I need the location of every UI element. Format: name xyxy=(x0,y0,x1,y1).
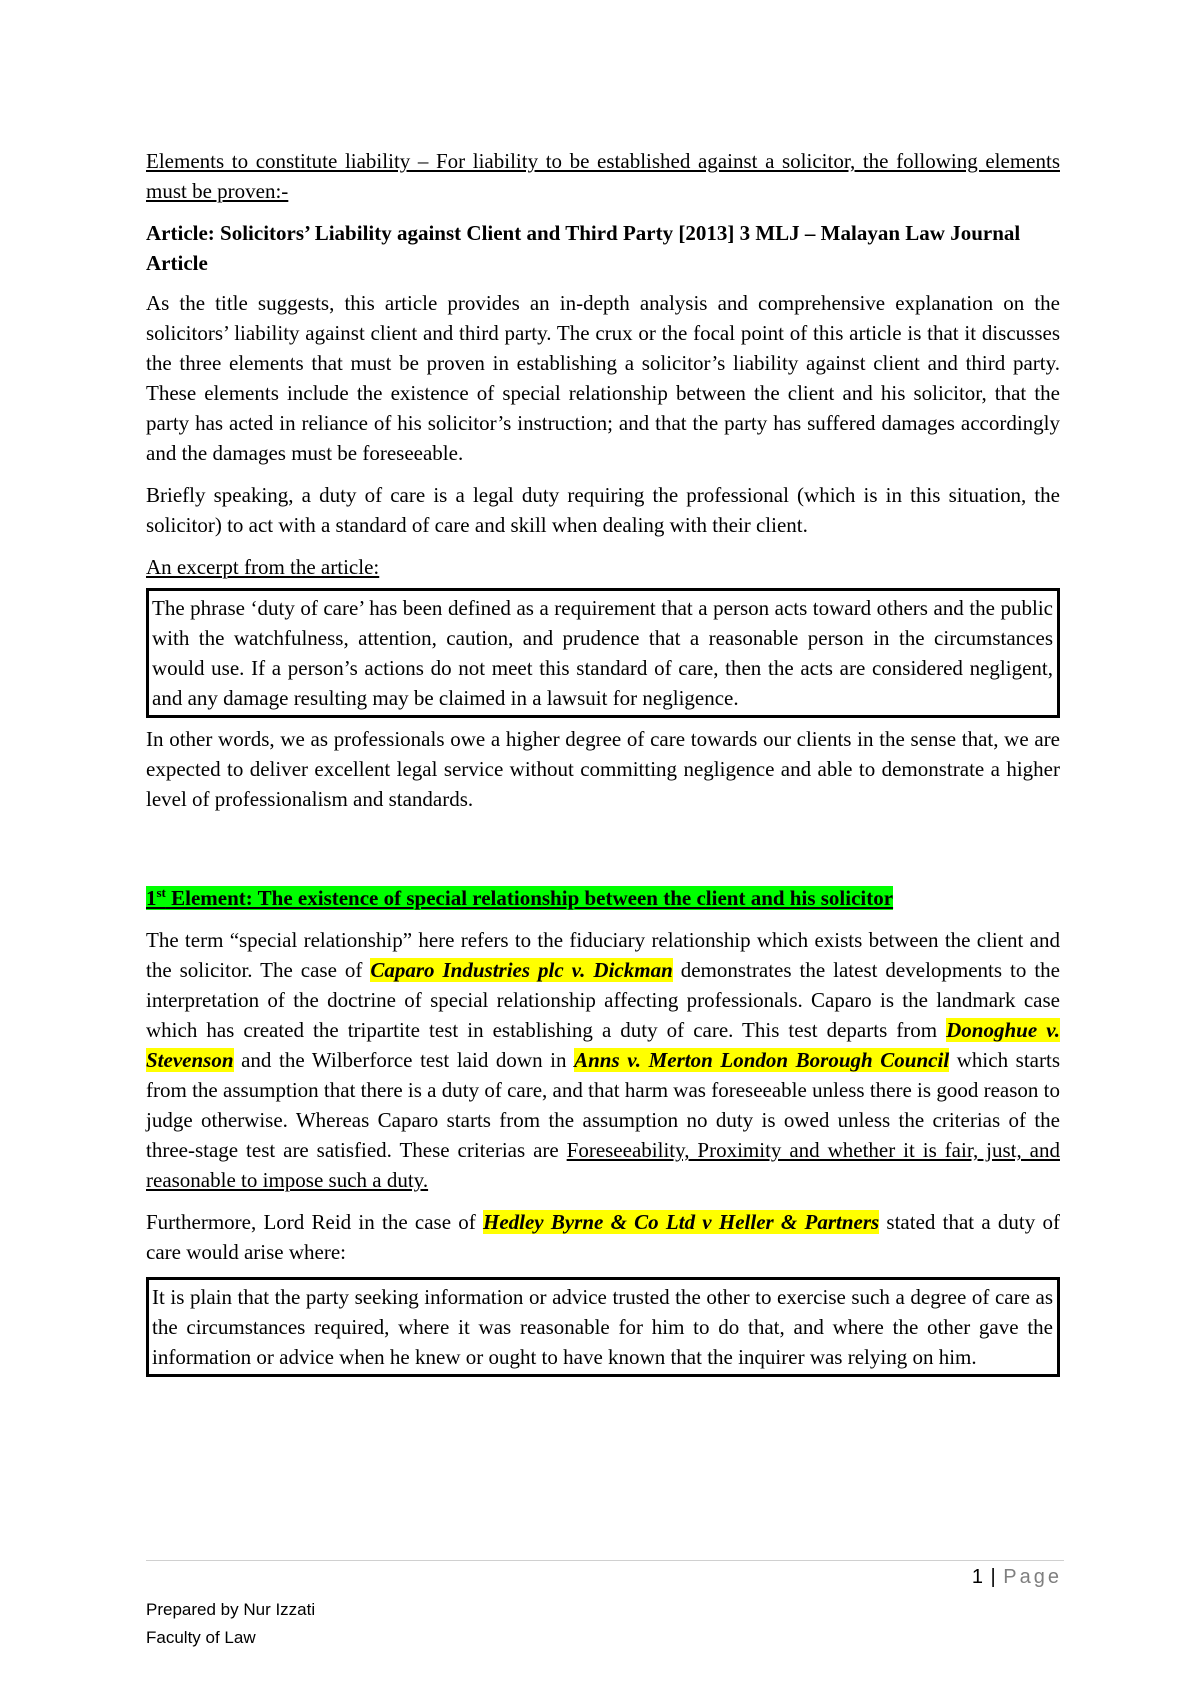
special-relationship-paragraph xyxy=(146,925,1060,1195)
faculty-name: Faculty of Law xyxy=(146,1628,256,1647)
para4-text-4: which starts from the assumption that there is a duty of care, and that harm was foreseeable unless there is good reason to judge otherwise. Whereas Caparo starts from the assumption no duty is owed unless the criterias of the three-stage test are satisfied. These criterias are xyxy=(146,1048,1061,1162)
article-title: Article: Solicitors’ Liability against Client and Third Party [2013] 3 MLJ – Malayan Law Journal Article xyxy=(146,221,1021,275)
case-hedley-byrne: Hedley Byrne & Co Ltd v Heller & Partners xyxy=(482,1210,880,1234)
caparo-criteria: Foreseeability, Proximity and whether it is fair, just, and reasonable to impose such a duty. xyxy=(146,1138,1060,1192)
footer-prepared xyxy=(146,1596,315,1652)
quote-box xyxy=(146,1277,1060,1377)
element-1-ordinal: st xyxy=(156,885,166,900)
para4-text-2: demonstrates the latest developments to the interpretation of the doctrine of special relationship affecting professionals. Caparo is the landmark case which has created the tripartite test in establishing a duty of care. This test departs from xyxy=(146,958,1061,1042)
footer-divider xyxy=(146,1560,1064,1561)
elements-heading: Elements to constitute liability – For liability to be established against a solicitor, the following elements must be proven:- xyxy=(146,149,1060,203)
para4-text-1: The term “special relationship” here refers to the fiduciary relationship which exists between the client and the solicitor. The case of xyxy=(146,928,1060,982)
page-content xyxy=(146,146,1060,1377)
element-1-title: Element: The existence of special relationship between the client and his solicitor xyxy=(165,886,894,910)
professionals-paragraph: In other words, we as professionals owe a higher degree of care towards our clients in the sense that, we are expected to deliver excellent legal service without committing negligence and able to demonstrate a higher level of professionalism and standards. xyxy=(146,727,1060,811)
case-donoghue: Donoghue v. Stevenson xyxy=(146,1018,1060,1072)
element-1-number: 1 xyxy=(146,886,157,910)
quote-text: It is plain that the party seeking information or advice trusted the other to exercise such a degree of care as the circumstances required, where it was reasonable for him to do that, and where the other gave the information or advice when he knew or ought to have known that the inquirer was relying on him. xyxy=(152,1285,1053,1369)
page-number-value: 1 xyxy=(971,1566,984,1588)
prepared-by: Prepared by Nur Izzati xyxy=(146,1600,316,1619)
excerpt-box xyxy=(146,588,1060,718)
case-anns: Anns v. Merton London Borough Council xyxy=(574,1048,950,1072)
lord-reid-paragraph xyxy=(146,1207,1060,1267)
para5-text-2: stated that a duty of care would arise where: xyxy=(146,1210,1060,1264)
para5-text-1: Furthermore, Lord Reid in the case of xyxy=(146,1210,483,1234)
page-number xyxy=(972,1566,1062,1589)
excerpt-text: The phrase ‘duty of care’ has been defined as a requirement that a person acts toward others and the public with the watchfulness, attention, caution, and prudence that a reasonable person in the circumstances would use. If a person’s actions do not meet this standard of care, then the acts are considered negligent, and any damage resulting may be claimed in a lawsuit for negligence. xyxy=(152,596,1053,710)
case-caparo: Caparo Industries plc v. Dickman xyxy=(370,958,673,982)
page-number-separator: | xyxy=(983,1566,1004,1588)
element-1-highlight xyxy=(146,886,893,910)
intro-paragraph: As the title suggests, this article provides an in-depth analysis and comprehensive explanation on the solicitors’ liability against client and third party. The crux or the focal point of this article is that it discusses the three elements that must be proven in establishing a solicitor’s liability against client and third party. These elements include the existence of special relationship between the client and his solicitor, that the party has acted in reliance of his solicitor’s instruction; and that the party has suffered damages accordingly and the damages must be foreseeable. xyxy=(146,291,1060,465)
excerpt-label: An excerpt from the article: xyxy=(146,555,380,579)
duty-of-care-paragraph: Briefly speaking, a duty of care is a legal duty requiring the professional (which is in this situation, the solicitor) to act with a standard of care and skill when dealing with their client. xyxy=(146,483,1060,537)
page-word: Page xyxy=(1003,1566,1062,1588)
element-1-heading xyxy=(146,878,1060,913)
para4-text-3: and the Wilberforce test laid down in xyxy=(233,1048,575,1072)
